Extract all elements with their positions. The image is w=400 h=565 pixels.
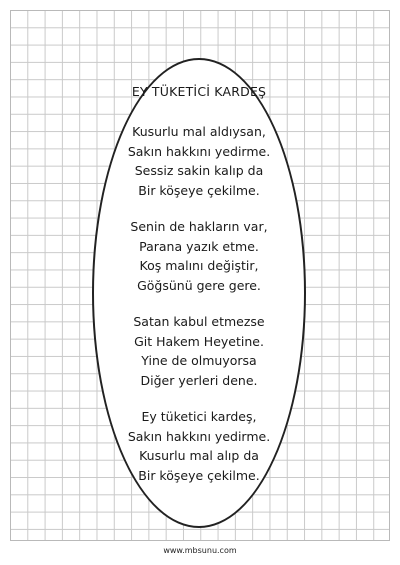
stanza-2	[92, 217, 306, 295]
poem-line: Sakın hakkını yedirme.	[127, 428, 271, 444]
stanza-3	[92, 312, 306, 390]
poem-line: Göğsünü gere gere.	[137, 277, 261, 293]
poem-line: Bir köşeye çekilme.	[138, 182, 260, 198]
poem-line: Koş malını değiştir,	[139, 258, 259, 273]
poem-line: Ey tüketici kardeş,	[141, 409, 257, 424]
poem-line: Diğer yerleri dene.	[140, 372, 258, 388]
stanza-1	[92, 122, 306, 200]
stanza-4	[92, 407, 306, 485]
poem-line: Senin de hakların var,	[130, 219, 268, 234]
poem-line: Yine de olmuyorsa	[141, 353, 257, 368]
poem-body	[92, 122, 306, 502]
poem-line: Satan kabul etmezse	[133, 314, 265, 329]
poem-line: Git Hakem Heyetine.	[134, 333, 264, 349]
poem-line: Kusurlu mal aldıysan,	[132, 124, 266, 139]
poem-line: Kusurlu mal alıp da	[139, 448, 259, 463]
poem-line: Parana yazık etme.	[139, 238, 259, 254]
poem-title: EY TÜKETİCİ KARDEŞ	[131, 84, 267, 99]
footer-website: www.mbsunu.com	[163, 546, 237, 555]
poem-line: Sakın hakkını yedirme.	[127, 143, 271, 159]
poem-line: Sessiz sakin kalıp da	[134, 163, 264, 178]
poem-line: Bir köşeye çekilme.	[138, 467, 260, 483]
